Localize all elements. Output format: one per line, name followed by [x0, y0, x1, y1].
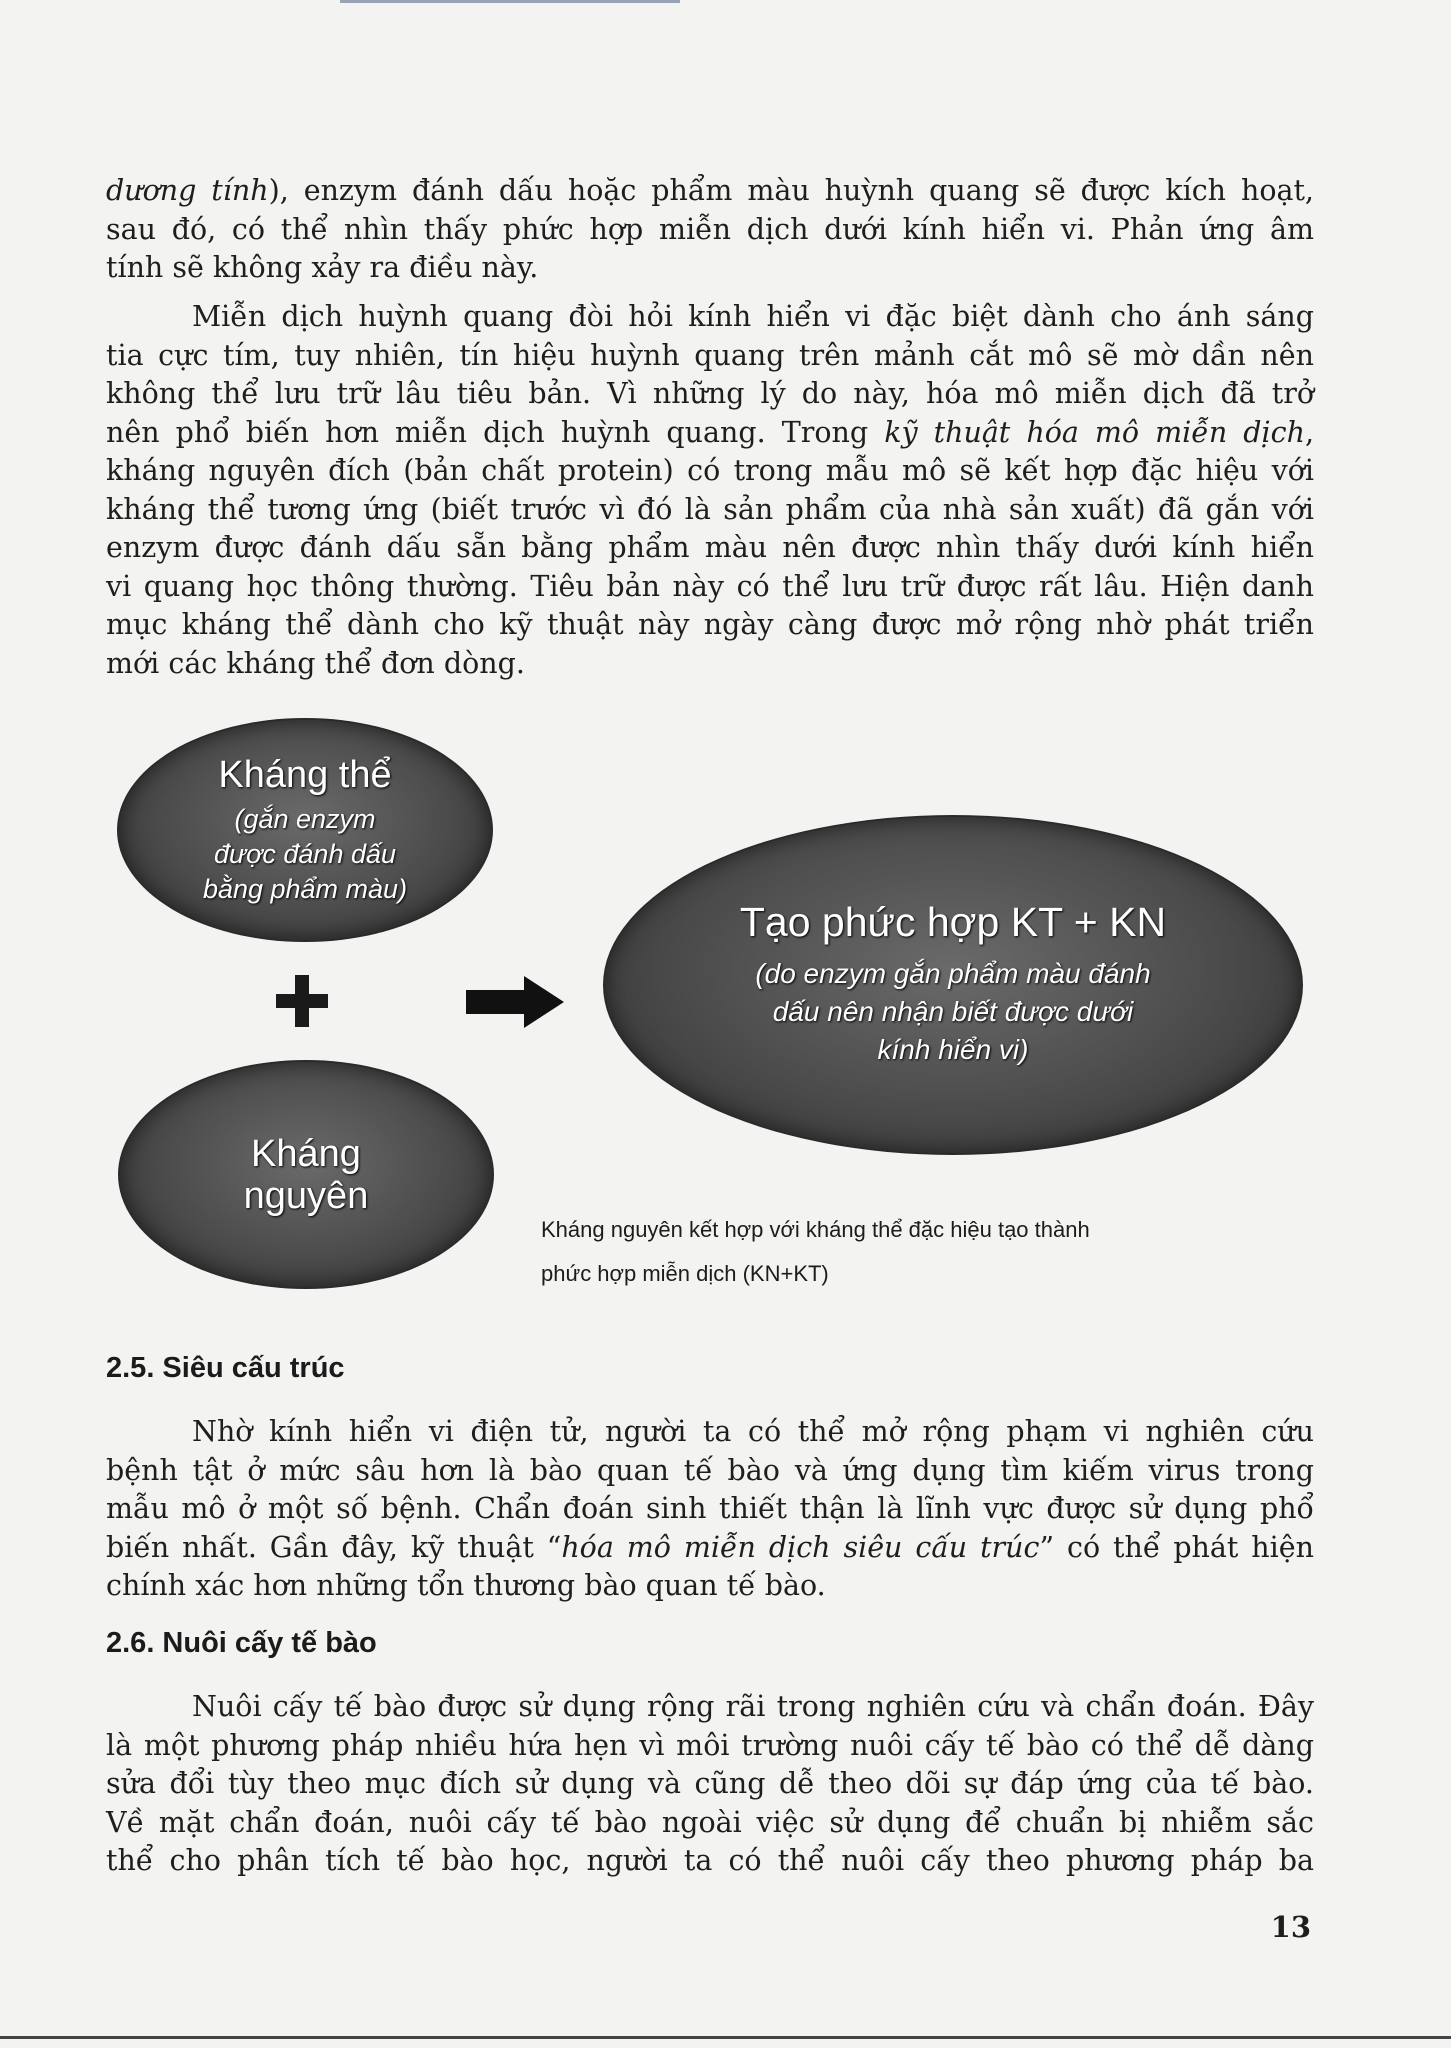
text-line: vi quang học thông thường. Tiêu bản này có thể lưu trữ được rất lâu. Hiện danh [106, 569, 1314, 603]
antibody-subtitle-line: bằng phẩm màu) [202, 873, 408, 904]
caption-line: phức hợp miễn dịch (KN+KT) [541, 1261, 829, 1286]
section-heading-2-5: 2.5. Siêu cấu trúc [106, 1352, 345, 1384]
text-line: biến nhất. Gần đây, kỹ thuật “hóa mô miễn dịch siêu cấu trúc” có thể phát hiện [106, 1530, 1314, 1564]
right-arrow-icon [466, 976, 564, 1028]
text-line: là một phương pháp nhiều hứa hẹn vì môi trường nuôi cấy tế bào có thể dễ dàng [106, 1728, 1314, 1762]
bottom-edge-rule [0, 2036, 1451, 2039]
text-line: tính sẽ không xảy ra điều này. [106, 251, 539, 284]
text-line: mới các kháng thể đơn dòng. [106, 646, 525, 680]
complex-subtitle-line: (do enzym gắn phẩm màu đánh [755, 958, 1151, 989]
text-line: dương tính), enzym đánh dấu hoặc phẩm màu huỳnh quang sẽ được kích hoạt, [106, 174, 1314, 207]
text-line: Nhờ kính hiển vi điện tử, người ta có thể mở rộng phạm vi nghiên cứu [192, 1415, 1314, 1448]
paragraph-immunofluorescence [106, 298, 1314, 683]
paragraph-cell-culture [106, 1688, 1314, 1881]
page-number: 13 [1270, 1910, 1311, 1944]
italic-term: dương tính [106, 174, 269, 207]
antibody-subtitle-line: (gắn enzym [234, 803, 376, 834]
section-heading-2-6: 2.6. Nuôi cấy tế bào [106, 1627, 377, 1659]
complex-ellipse [603, 815, 1303, 1155]
antibody-title: Kháng thể [218, 753, 392, 796]
text-line: sau đó, có thể nhìn thấy phức hợp miễn dịch dưới kính hiển vi. Phản ứng âm [106, 212, 1314, 246]
text-line: bệnh tật ở mức sâu hơn là bào quan tế bào và ứng dụng tìm kiếm virus trong [106, 1453, 1314, 1487]
text-line: không thể lưu trữ lâu tiêu bản. Vì những lý do này, hóa mô miễn dịch đã trở [106, 377, 1314, 410]
antibody-subtitle-line: được đánh dấu [213, 838, 397, 869]
italic-term: hóa mô miễn dịch siêu cấu trúc [561, 1530, 1040, 1564]
text-line: sửa đổi tùy theo mục đích sử dụng và cũng dễ theo dõi sự đáp ứng của tế bào. [106, 1767, 1314, 1800]
text-line: mẫu mô ở một số bệnh. Chẩn đoán sinh thiết thận là lĩnh vực được sử dụng phổ [106, 1492, 1314, 1525]
antigen-ellipse [118, 1060, 494, 1289]
antigen-title-line: nguyên [243, 1174, 369, 1217]
top-edge-mark [340, 0, 680, 3]
diagram-caption [541, 1208, 1241, 1296]
text-line: mục kháng thể dành cho kỹ thuật này ngày càng được mở rộng nhờ phát triển [106, 608, 1314, 641]
text-line: tia cực tím, tuy nhiên, tín hiệu huỳnh quang trên mảnh cắt mô sẽ mờ dần nên [106, 338, 1314, 372]
complex-subtitle-line: dấu nên nhận biết được dưới [772, 996, 1134, 1027]
complex-subtitle-line: kính hiển vi) [877, 1034, 1029, 1065]
text-line: kháng nguyên đích (bản chất protein) có trong mẫu mô sẽ kết hợp đặc hiệu với [106, 454, 1314, 487]
caption-line: Kháng nguyên kết hợp với kháng thể đặc hiệu tạo thành [541, 1217, 1090, 1242]
text-line: enzym được đánh dấu sẵn bằng phẩm màu nên được nhìn thấy dưới kính hiển [106, 531, 1314, 564]
paragraph-continuation [106, 172, 1314, 288]
paragraph-ultrastructure [106, 1413, 1314, 1606]
complex-title: Tạo phức hợp KT + KN [739, 899, 1167, 945]
text-line: Về mặt chẩn đoán, nuôi cấy tế bào ngoài việc sử dụng để chuẩn bị nhiễm sắc [106, 1805, 1314, 1839]
plus-sign [276, 975, 328, 1027]
text-line: kháng thể tương ứng (biết trước vì đó là sản phẩm của nhà sản xuất) đã gắn với [106, 492, 1314, 526]
text-line: Nuôi cấy tế bào được sử dụng rộng rãi trong nghiên cứu và chẩn đoán. Đây [192, 1690, 1314, 1723]
italic-term: kỹ thuật hóa mô miễn dịch [884, 415, 1305, 449]
antibody-ellipse [117, 718, 493, 942]
text-line: chính xác hơn những tổn thương bào quan tế bào. [106, 1569, 826, 1602]
text-line: thể cho phân tích tế bào học, người ta có thể nuôi cấy theo phương pháp ba [106, 1844, 1314, 1877]
text-line: nên phổ biến hơn miễn dịch huỳnh quang. Trong kỹ thuật hóa mô miễn dịch, [106, 415, 1314, 449]
text-line: Miễn dịch huỳnh quang đòi hỏi kính hiển vi đặc biệt dành cho ánh sáng [192, 300, 1314, 333]
antigen-title-line: Kháng [251, 1132, 361, 1175]
